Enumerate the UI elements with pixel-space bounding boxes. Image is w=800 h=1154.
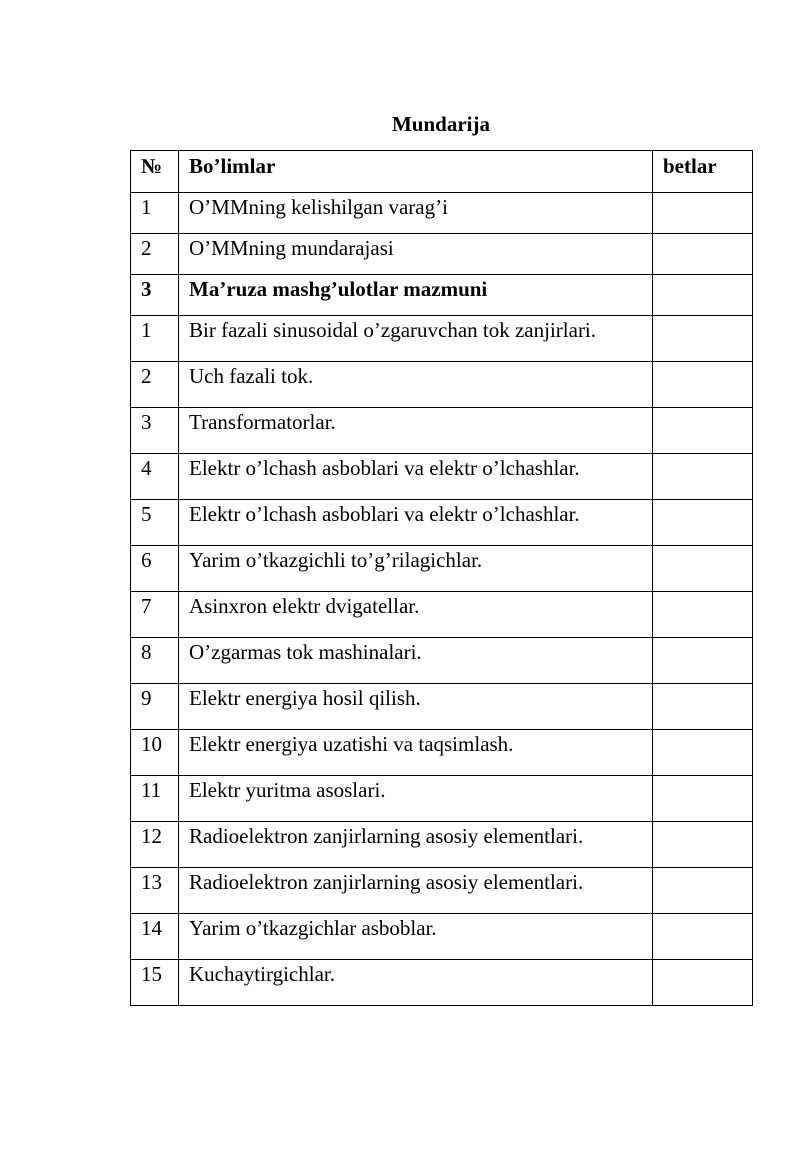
table-row [131,776,753,822]
table-row [131,500,753,546]
row-pages [653,234,753,275]
row-pages [653,362,753,408]
row-number: 8 [131,638,179,684]
row-number: 1 [131,316,179,362]
table-row [131,408,753,454]
table-row [131,960,753,1006]
row-number: 15 [131,960,179,1006]
row-pages [653,546,753,592]
row-section-title: Ma’ruza mashg’ulotlar mazmuni [179,275,653,316]
row-pages [653,408,753,454]
row-pages [653,275,753,316]
row-number: 2 [131,234,179,275]
row-section-title: O’MMning mundarajasi [179,234,653,275]
row-pages [653,638,753,684]
row-number: 13 [131,868,179,914]
row-number: 3 [131,275,179,316]
row-pages [653,500,753,546]
header-number: № [131,151,179,193]
row-section-title: Elektr o’lchash asboblari va elektr o’lchashlar. [179,454,653,500]
row-section-title: Elektr energiya uzatishi va taqsimlash. [179,730,653,776]
row-number: 14 [131,914,179,960]
table-row [131,822,753,868]
table-row [131,193,753,234]
table-row [131,275,753,316]
table-row [131,914,753,960]
row-pages [653,868,753,914]
row-number: 2 [131,362,179,408]
row-section-title: Yarim o’tkazgichlar asboblar. [179,914,653,960]
row-number: 10 [131,730,179,776]
row-section-title: Radioelektron zanjirlarning asosiy elementlari. [179,868,653,914]
row-section-title: O’MMning kelishilgan varag’i [179,193,653,234]
header-section: Bo’limlar [179,151,653,193]
row-pages [653,730,753,776]
row-section-title: Bir fazali sinusoidal o’zgaruvchan tok zanjirlari. [179,316,653,362]
row-pages [653,776,753,822]
row-number: 1 [131,193,179,234]
row-section-title: Asinxron elektr dvigatellar. [179,592,653,638]
row-pages [653,684,753,730]
row-number: 3 [131,408,179,454]
row-number: 9 [131,684,179,730]
row-section-title: Elektr o’lchash asboblari va elektr o’lchashlar. [179,500,653,546]
row-number: 6 [131,546,179,592]
row-number: 5 [131,500,179,546]
row-section-title: Radioelektron zanjirlarning asosiy elementlari. [179,822,653,868]
table-row [131,362,753,408]
contents-body [131,193,753,1006]
table-header-row [131,151,753,193]
header-pages: betlar [653,151,753,193]
row-pages [653,193,753,234]
table-row [131,592,753,638]
row-section-title: Uch fazali tok. [179,362,653,408]
table-row [131,730,753,776]
row-pages [653,454,753,500]
row-section-title: Yarim o’tkazgichli to’g’rilagichlar. [179,546,653,592]
row-section-title: O’zgarmas tok mashinalari. [179,638,653,684]
row-pages [653,914,753,960]
table-row [131,868,753,914]
row-pages [653,960,753,1006]
row-section-title: Elektr yuritma asoslari. [179,776,653,822]
page-title: Mundarija [391,112,490,136]
row-pages [653,592,753,638]
row-pages [653,316,753,362]
row-section-title: Kuchaytirgichlar. [179,960,653,1006]
row-pages [653,822,753,868]
row-section-title: Elektr energiya hosil qilish. [179,684,653,730]
table-row [131,546,753,592]
table-row [131,316,753,362]
row-number: 7 [131,592,179,638]
contents-table [130,150,753,1006]
row-number: 11 [131,776,179,822]
row-number: 4 [131,454,179,500]
row-number: 12 [131,822,179,868]
table-row [131,454,753,500]
table-row [131,684,753,730]
row-section-title: Transformatorlar. [179,408,653,454]
table-row [131,234,753,275]
table-row [131,638,753,684]
